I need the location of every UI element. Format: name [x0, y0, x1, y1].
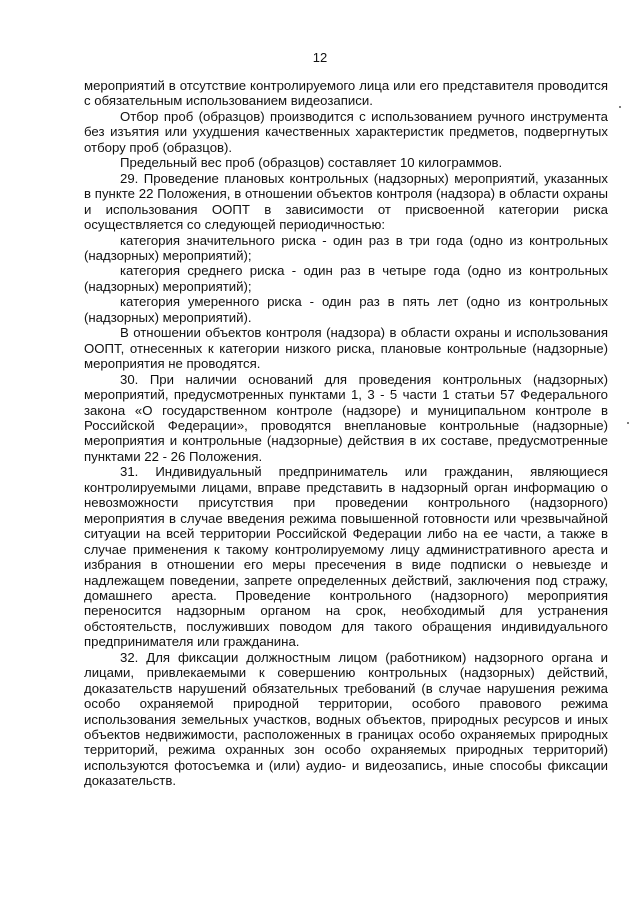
paragraph-sample-weight: Предельный вес проб (образцов) составляет 10 килограммов.	[120, 155, 503, 171]
scan-artifact	[619, 106, 621, 108]
paragraph-risk-moderate: категория умеренного риска - один раз в пять лет (одно из контрольных (надзорных) мероприятий).	[84, 294, 608, 325]
paragraph-32: 32. Для фиксации должностным лицом (работником) надзорного органа и лицами, привлекаемыми к совершению контрольных (надзорных) действий, доказательств нарушений обязательных требований (в случае нарушения режима особо охраняемой природной территории, особого правового режима использования земельных участков, водных объектов, природных ресурсов и иных объектов недвижимости, расположенных в границах особо охраняемых природных территорий, режима охранных зон особо охраняемых природных территорий) используются фотосъемка и (или) аудио- и видеозапись, иные способы фиксации доказательств.	[84, 649, 608, 789]
page-number: 12	[312, 50, 328, 65]
scan-artifact	[627, 422, 629, 424]
paragraph-30: 30. При наличии оснований для проведения контрольных (надзорных) мероприятий, предусмотренных пунктами 1, 3 - 5 части 1 статьи 57 Федерального закона «О государственном контроле (надзоре) и муниципальном контроле в Российской Федерации», проводятся внеплановые контрольные (надзорные) мероприятия и контрольные (надзорные) действия в их составе, предусмотренные пунктами 22 - 26 Положения.	[84, 371, 608, 464]
paragraph-continuation: мероприятий в отсутствие контролируемого лица или его представителя проводится с обязательным использованием видеозаписи.	[84, 78, 608, 109]
paragraph-29: 29. Проведение плановых контрольных (надзорных) мероприятий, указанных в пункте 22 Положения, в отношении объектов контроля (надзора) в области охраны и использования ООПТ в зависимости от присвоенной категории риска осуществляется со следующей периодичностью:	[84, 170, 608, 233]
paragraph-risk-low: В отношении объектов контроля (надзора) в области охраны и использования ООПТ, отнесенных к категории низкого риска, плановые контрольные (надзорные) мероприятия не проводятся.	[84, 325, 608, 372]
paragraph-risk-medium: категория среднего риска - один раз в четыре года (одно из контрольных (надзорных) мероприятий);	[84, 263, 608, 294]
document-body	[84, 78, 608, 789]
paragraph-risk-significant: категория значительного риска - один раз в три года (одно из контрольных (надзорных) мероприятий);	[84, 232, 608, 263]
paragraph-sampling: Отбор проб (образцов) производится с использованием ручного инструмента без изъятия или ухудшения качественных характеристик предметов, подвергнутых отбору проб (образцов).	[84, 108, 608, 155]
paragraph-31: 31. Индивидуальный предприниматель или гражданин, являющиеся контролируемыми лицами, вправе представить в надзорный орган информацию о невозможности присутствия при проведении контрольного (надзорного) мероприятия в случае введения режима повышенной готовности или чрезвычайной ситуации на всей территории Российской Федерации либо на ее части, а также в случае применения к такому контролируемому лицу административного ареста и избрания в отношении его меры пресечения в виде подписки о невыезде и надлежащем поведении, запрете определенных действий, заключения под стражу, домашнего ареста. Проведение контрольного (надзорного) мероприятия переносится надзорным органом на срок, необходимый для устранения обстоятельств, послуживших поводом для такого обращения индивидуального предпринимателя или гражданина.	[84, 464, 608, 650]
